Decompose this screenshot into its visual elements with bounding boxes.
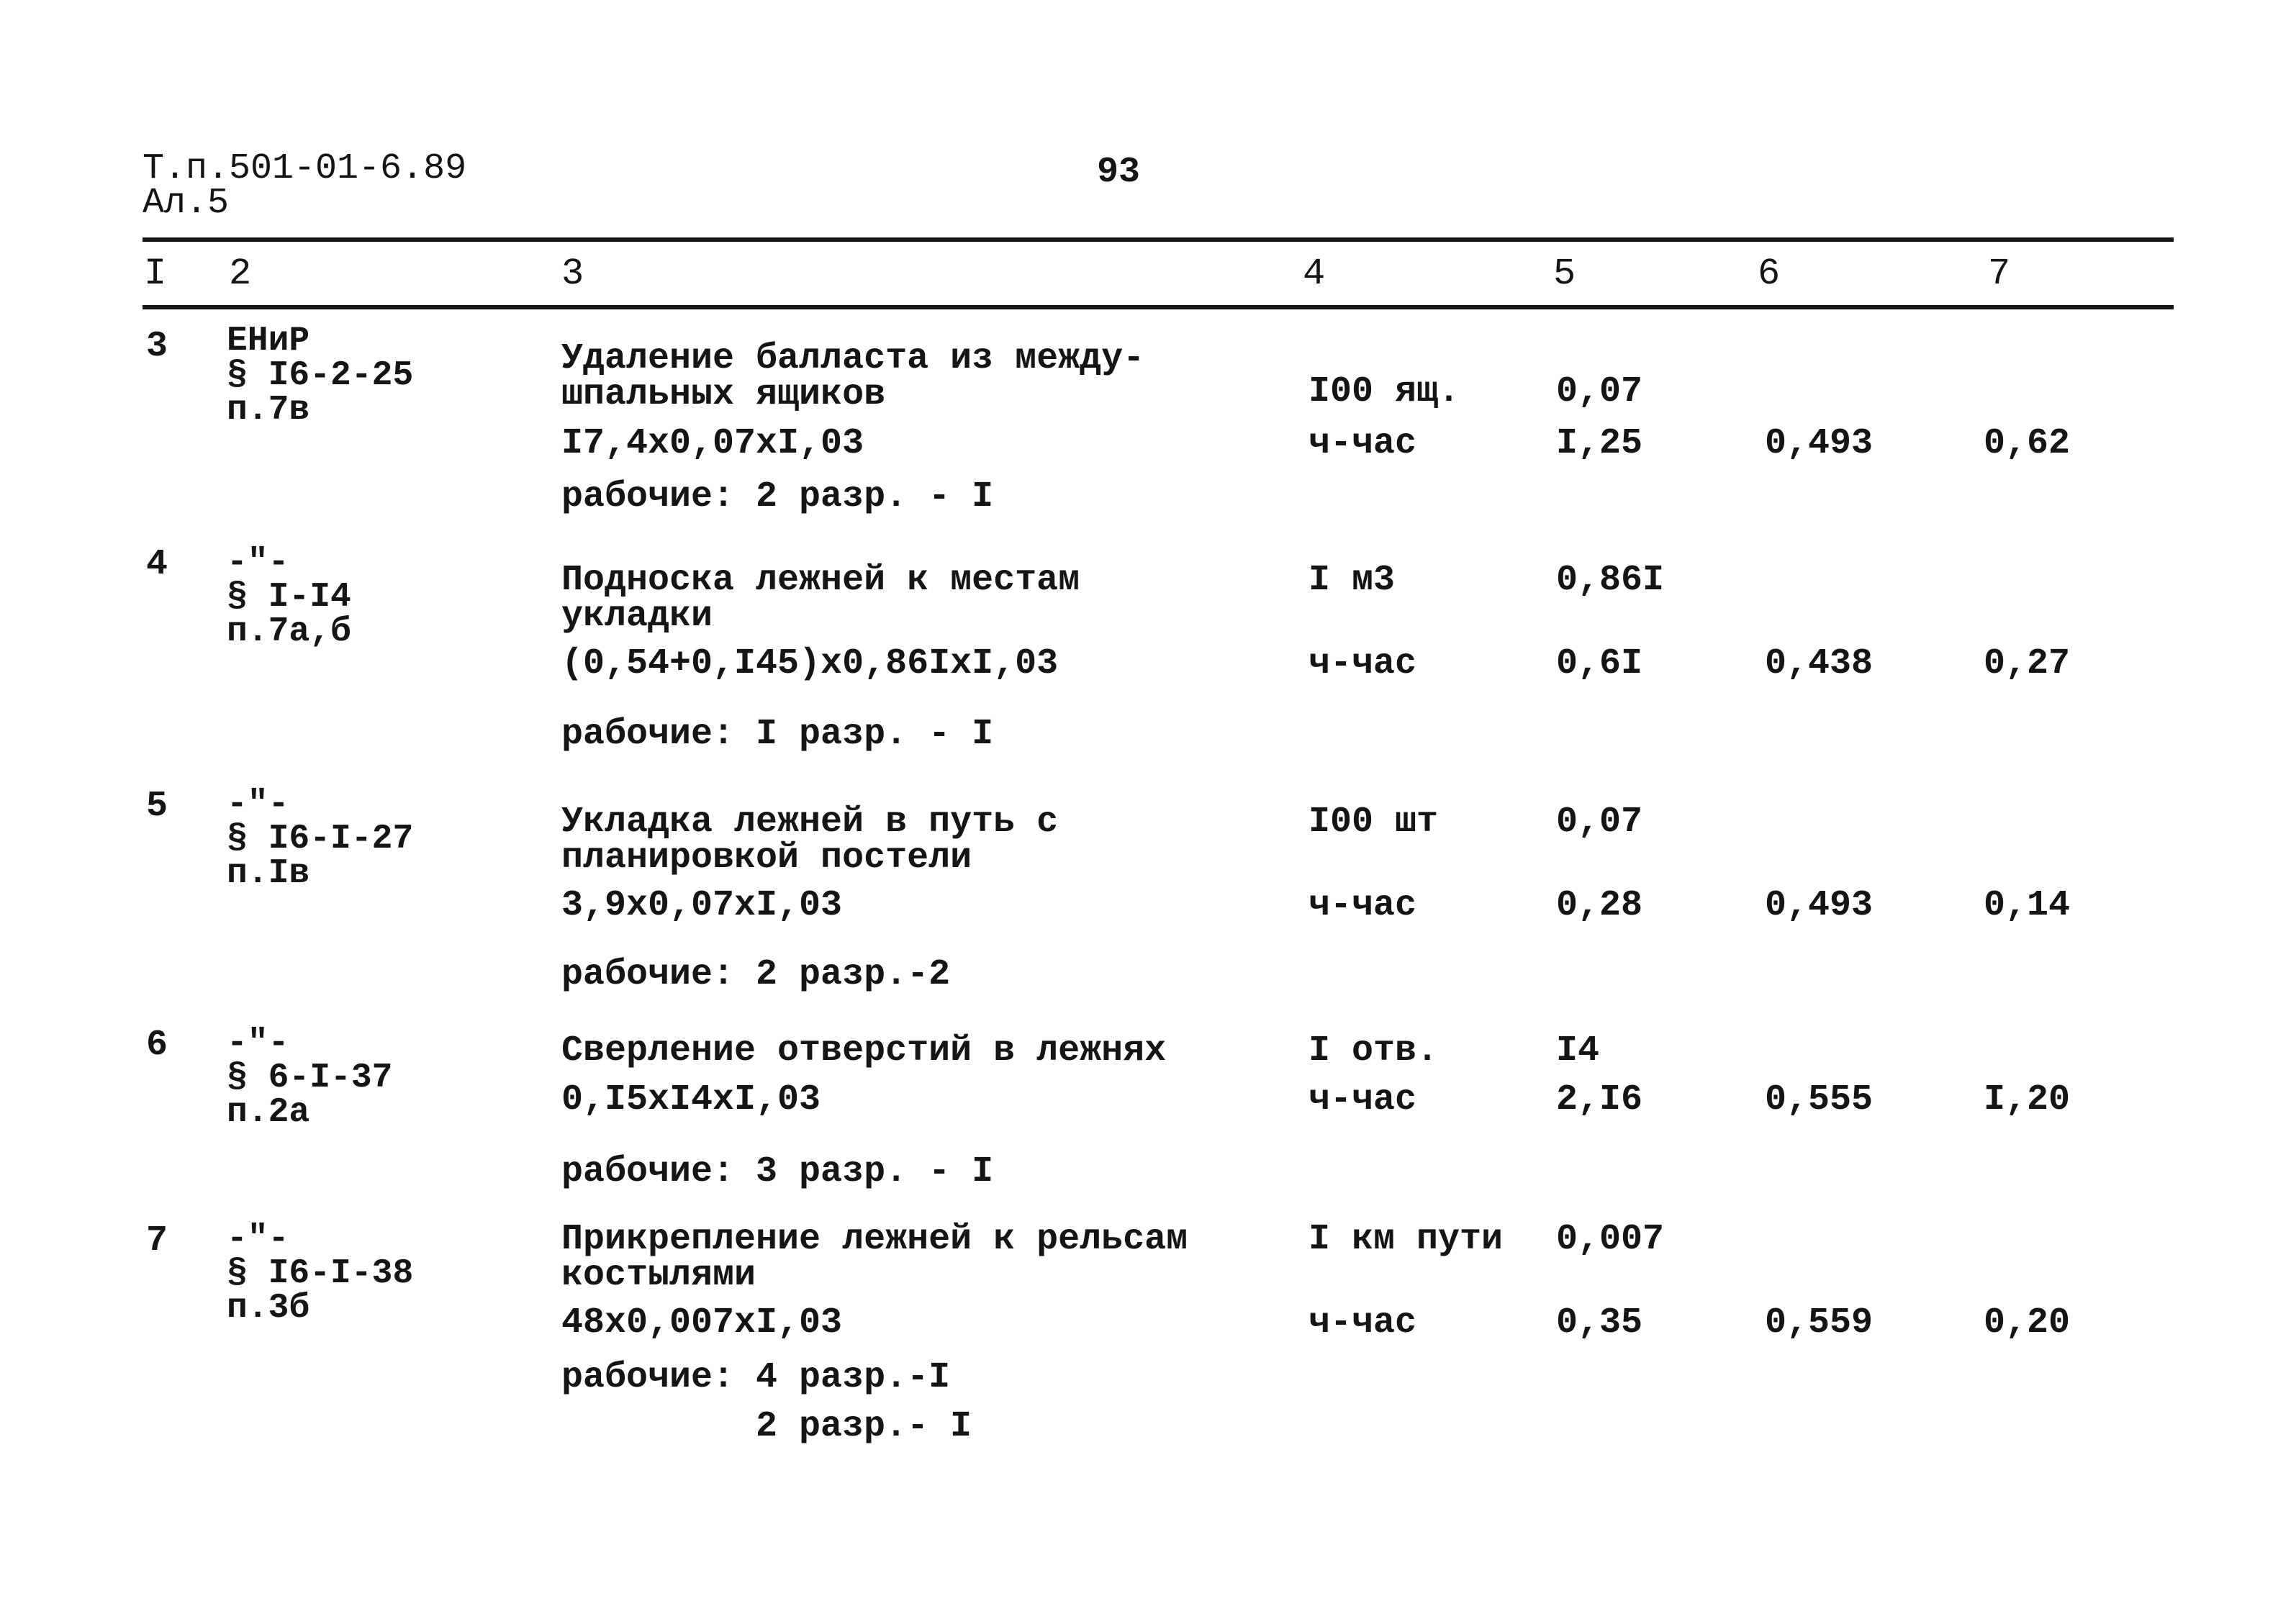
row-number: 4: [146, 544, 168, 585]
hourly-rate: 0,438: [1765, 643, 1874, 684]
column-header-2: 2: [229, 253, 252, 295]
table-top-rule: [143, 237, 2174, 242]
labor-formula: I7,4x0,07xI,03: [561, 423, 864, 464]
norm-reference-line: п.2а: [227, 1093, 310, 1132]
work-quantity: I4: [1556, 1030, 1600, 1071]
workers-line: 2 разр.- I: [756, 1406, 972, 1447]
labor-formula: 0,I5xI4xI,03: [561, 1079, 821, 1120]
norm-reference-line: п.Iв: [227, 854, 310, 893]
norm-reference-line: § I6-2-25: [227, 356, 414, 395]
measure-unit: I00 ящ.: [1309, 371, 1460, 412]
work-description: Удаление балласта из между-: [561, 338, 1145, 379]
work-quantity: 0,07: [1556, 802, 1643, 843]
work-description: костылями: [561, 1255, 756, 1296]
norm-reference-line: § I6-I-27: [227, 820, 414, 858]
hourly-rate: 0,493: [1765, 423, 1874, 464]
norm-reference-line: § I-I4: [227, 578, 351, 617]
workers-line: рабочие: 3 разр. - I: [561, 1151, 994, 1192]
column-header-3: 3: [561, 253, 584, 295]
labor-formula: 48x0,007xI,03: [561, 1302, 843, 1343]
measure-unit: I км пути: [1309, 1219, 1504, 1260]
hourly-rate: 0,555: [1765, 1079, 1874, 1120]
column-header-4: 4: [1303, 253, 1326, 295]
cost-value: I,20: [1984, 1079, 2071, 1120]
cost-value: 0,14: [1984, 885, 2071, 926]
norm-reference: [227, 322, 414, 430]
labor-unit: ч-час: [1309, 423, 1417, 464]
labor-hours: 0,35: [1556, 1302, 1643, 1343]
labor-hours: 2,I6: [1556, 1079, 1643, 1120]
norm-reference: [227, 787, 413, 891]
labor-hours: I,25: [1556, 423, 1643, 464]
column-header-6: 6: [1758, 253, 1781, 295]
cost-value: 0,62: [1984, 423, 2071, 464]
cost-value: 0,27: [1984, 643, 2071, 684]
hourly-rate: 0,559: [1765, 1302, 1874, 1343]
work-quantity: 0,007: [1556, 1219, 1665, 1260]
workers-line: рабочие: 4 разр.-I: [561, 1357, 951, 1398]
workers-line: рабочие: I разр. - I: [561, 714, 994, 755]
work-description: Укладка лежней в путь с: [561, 802, 1059, 843]
work-description: Подноска лежней к местам: [561, 560, 1080, 601]
hourly-rate: 0,493: [1765, 885, 1874, 926]
norm-reference-line: § I6-I-38: [227, 1254, 414, 1293]
labor-formula: (0,54+0,I45)x0,86IxI,03: [561, 643, 1059, 684]
row-number: 3: [146, 326, 168, 367]
measure-unit: I м3: [1309, 560, 1396, 601]
work-description: шпальных ящиков: [561, 374, 886, 415]
labor-hours: 0,28: [1556, 885, 1643, 926]
measure-unit: I отв.: [1309, 1030, 1439, 1071]
labor-unit: ч-час: [1309, 1079, 1417, 1120]
norm-reference: [227, 1220, 414, 1328]
workers-line: рабочие: 2 разр. - I: [561, 476, 994, 517]
row-number: 5: [146, 786, 168, 827]
labor-hours: 0,6I: [1556, 643, 1643, 684]
measure-unit: I00 шт: [1309, 802, 1439, 843]
header-bottom-rule: [143, 305, 2174, 309]
page-number: 93: [1097, 152, 1141, 193]
norm-reference-line: п.7а,б: [227, 612, 351, 651]
row-number: 6: [146, 1025, 168, 1066]
norm-reference-line: п.3б: [227, 1289, 310, 1328]
norm-reference-line: п.7в: [227, 391, 310, 430]
work-description: укладки: [561, 596, 713, 637]
album-number: Ал.5: [143, 183, 230, 224]
labor-unit: ч-час: [1309, 1302, 1417, 1343]
norm-reference-line: ЕНиР: [227, 322, 310, 361]
work-quantity: 0,07: [1556, 371, 1643, 412]
norm-reference-line: -"-: [227, 543, 289, 582]
document-code: Т.п.501-01-6.89: [143, 148, 467, 189]
column-header-1: I: [144, 253, 167, 295]
norm-reference-line: § 6-I-37: [227, 1058, 393, 1097]
labor-unit: ч-час: [1309, 643, 1417, 684]
row-number: 7: [146, 1220, 168, 1261]
norm-reference-line: -"-: [227, 785, 289, 824]
labor-unit: ч-час: [1309, 885, 1417, 926]
norm-reference-line: -"-: [227, 1024, 289, 1063]
norm-reference: [227, 1026, 392, 1130]
norm-reference: [227, 545, 351, 649]
labor-formula: 3,9x0,07xI,03: [561, 885, 843, 926]
work-description: планировкой постели: [561, 838, 972, 879]
work-description: Сверление отверстий в лежнях: [561, 1030, 1167, 1071]
work-description: Прикрепление лежней к рельсам: [561, 1219, 1188, 1260]
column-header-5: 5: [1553, 253, 1576, 295]
workers-line: рабочие: 2 разр.-2: [561, 954, 951, 995]
norm-reference-line: -"-: [227, 1220, 289, 1259]
column-header-7: 7: [1988, 253, 2011, 295]
cost-value: 0,20: [1984, 1302, 2071, 1343]
work-quantity: 0,86I: [1556, 560, 1665, 601]
